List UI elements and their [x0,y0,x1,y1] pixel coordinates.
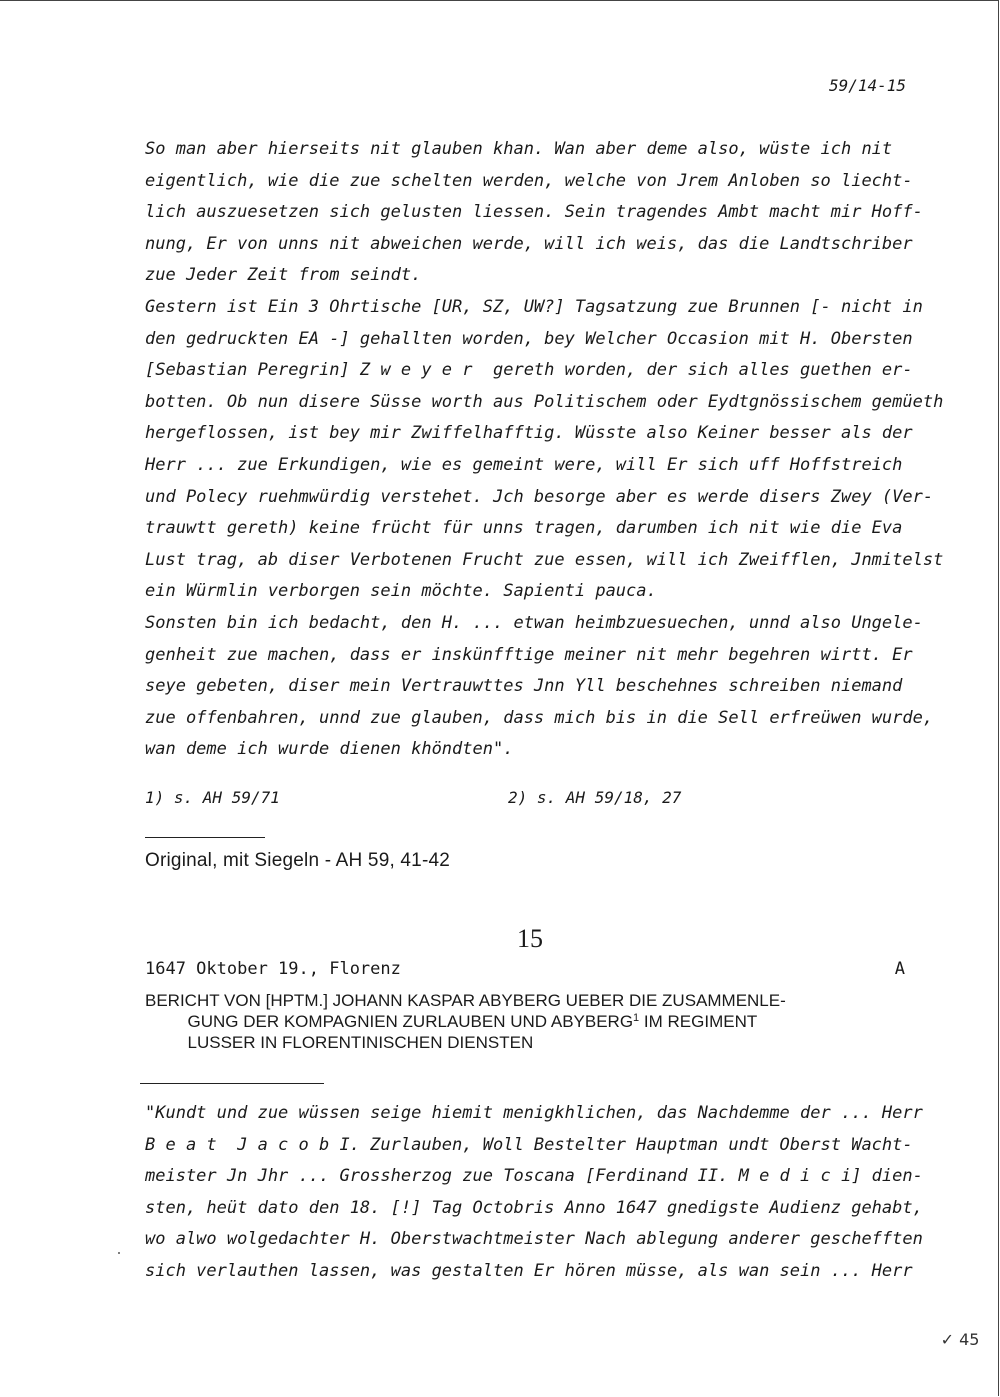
date-place: 1647 Oktober 19., Florenz [145,959,401,979]
heading-line-3: LUSSER IN FLORENTINISCHEN DIENSTEN [145,1033,534,1052]
heading-rule [140,1083,324,1084]
footnote-2: 2) s. AH 59/18, 27 [508,788,682,807]
text-line: 45 [959,1330,980,1349]
page-number: 59/14-15 [828,76,906,95]
footnote-1: 1) s. AH 59/71 [145,788,280,807]
source-note: Original, mit Siegeln - AH 59, 41-42 [145,850,451,871]
text-line: Lust trag, ab diser Verbotenen Frucht zue essen, will ich Zweifflen, Jnmitelst [145,549,944,570]
text-line: eigentlich, wie die zue schelten werden, welche von Jrem Anloben so liecht- [145,170,913,191]
text-line: wo alwo wolgedachter H. Oberstwachtmeister Nach ablegung anderer geschefften [145,1229,923,1250]
heading-line-2: GUNG DER KOMPAGNIEN ZURLAUBEN UND ABYBERG [145,1012,634,1031]
text-line: trauwtt gereth) keine frücht für unns tragen, darumben ich nit wie die Eva [145,518,903,539]
text-line: sich verlauthen lassen, was gestalten Er hören müsse, als wan sein ... Herr [145,1260,913,1281]
text-line: sten, heüt dato den 18. [!] Tag Octobris Anno 1647 gnedigste Audienz gehabt, [145,1197,923,1218]
text-line: genheit zue machen, dass er inskünfftige meiner nit mehr begehren wirtt. Er [145,644,913,665]
text-line: zue offenbahren, unnd zue glauben, dass mich bis in die Sell erfreüwen wurde, [145,707,934,728]
text-line: "Kundt und zue wüssen seige hiemit menigkhlichen, das Nachdemme der ... Herr [145,1103,923,1123]
text-line: ein Würmlin verborgen sein möchte. Sapienti pauca. [145,581,657,602]
text-line: meister Jn Jhr ... Grossherzog zue Toscana [Ferdinand II. M e d i c i] dien- [145,1166,923,1187]
document-number: 15 [517,924,543,953]
footnote-reference: 1 [633,1012,640,1024]
text-line: lich auszuesetzen sich gelusten liessen. Sein tragendes Ambt macht mir Hoff- [145,202,923,223]
document-heading [145,990,925,1053]
text-line: botten. Ob nun disere Süsse worth aus Politischem oder Eydtgnössischem gemüeth [145,391,944,412]
handwritten-margin-mark [940,1330,980,1350]
separator-rule [145,837,265,838]
text-line: [Sebastian Peregrin] Z w e y e r gereth worden, der sich alles guethen er- [145,360,913,381]
document-class: A [894,959,905,979]
text-line: So man aber hierseits nit glauben khan. Wan aber deme also, wüste ich nit [145,139,893,159]
text-line: zue Jeder Zeit from seindt. [145,265,422,286]
text-line: ✓ [940,1330,954,1349]
heading-line-2-end: IM REGIMENT [639,1012,758,1031]
text-line: Herr ... zue Erkundigen, wie es gemeint were, will Er sich uff Hoffstreich [145,454,903,475]
text-line: B e a t J a c o b I. Zurlauben, Woll Bestelter Hauptman undt Oberst Wacht- [145,1134,913,1155]
text-line: den gedruckten EA -] gehallten worden, bey Welcher Occasion mit H. Obersten [145,328,913,349]
text-line: Sonsten bin ich bedacht, den H. ... etwan heimbzuesuechen, unnd also Ungele- [145,612,923,633]
text-line: Gestern ist Ein 3 Ohrtische [UR, SZ, UW?] Tagsatzung zue Brunnen [- nicht in [145,296,923,317]
text-line: hergeflossen, ist bey mir Zwiffelhafftig. Wüsste also Keiner besser als der [145,423,913,444]
text-line: nung, Er von unns nit abweichen werde, will ich weis, das die Landtschriber [145,233,913,254]
page-speck [118,1252,120,1254]
letter-text-continuation [145,134,944,766]
document-text [145,1098,935,1288]
heading-line-1: BERICHT VON [HPTM.] JOHANN KASPAR ABYBERG UEBER DIE ZUSAMMENLE- [145,991,786,1010]
footnotes [145,788,845,812]
text-line: und Polecy ruehmwürdig verstehet. Jch besorge aber es werde disers Zwey (Ver- [145,486,934,507]
dateline [145,959,905,979]
text-line: wan deme ich wurde dienen khöndten". [145,739,514,760]
text-line: seye gebeten, diser mein Vertrauwttes Jnn Yll beschehnes schreiben niemand [145,676,903,697]
